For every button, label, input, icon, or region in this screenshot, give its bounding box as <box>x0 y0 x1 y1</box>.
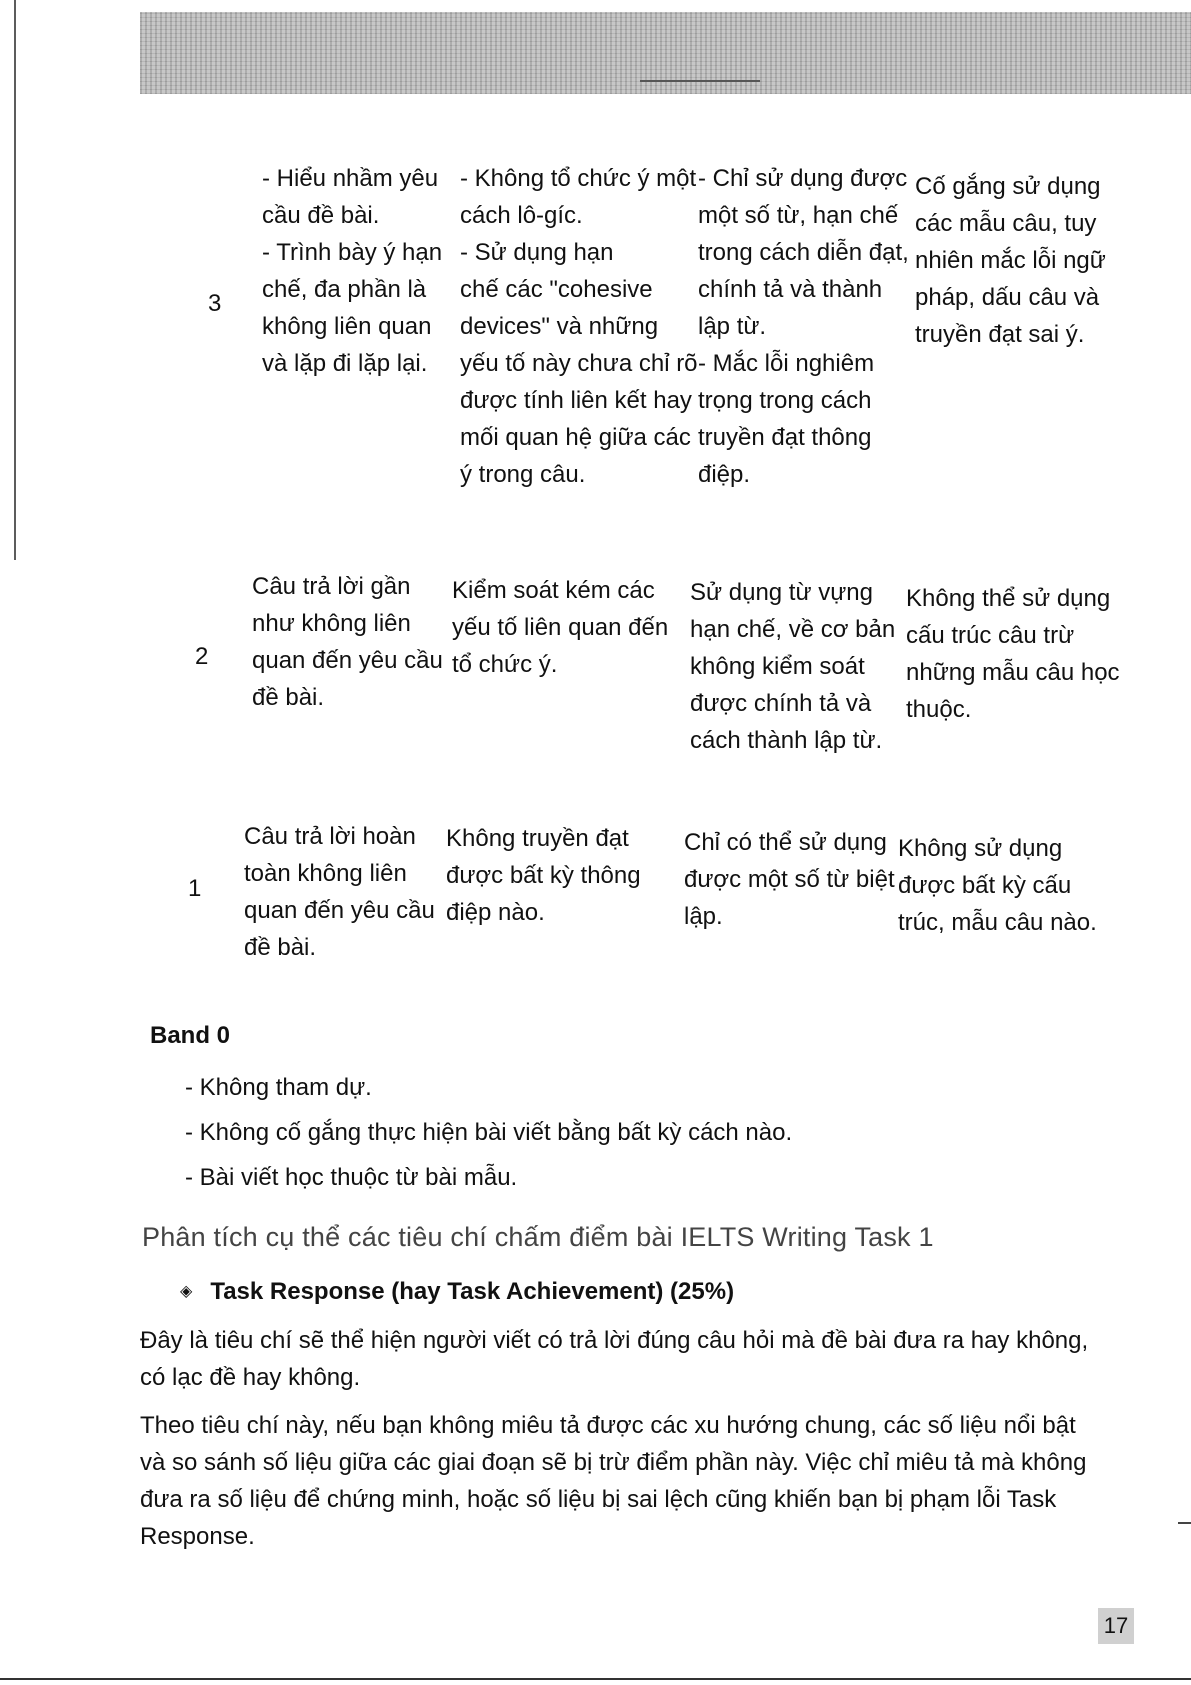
text-line: - Sử dụng hạn <box>460 239 614 266</box>
text-line: lập. <box>684 903 723 930</box>
text-line: không liên quan <box>262 313 432 340</box>
text-line: cầu đề bài. <box>262 202 380 229</box>
paragraph: Đây là tiêu chí sẽ thể hiện người viết có trả lời đúng câu hỏi mà đề bài đưa ra hay không, có lạc đề hay không. <box>140 1327 1089 1391</box>
text-line: truyền đạt thông <box>698 424 872 451</box>
band3-task-response <box>262 160 442 382</box>
text-line: toàn không liên <box>244 860 407 887</box>
text-line: chính tả và thành <box>698 276 883 303</box>
band3-coherence <box>460 160 698 493</box>
text-line: quan đến yêu cầu <box>244 897 435 924</box>
text-line: pháp, dấu câu và <box>915 284 1100 311</box>
band1-grammar <box>898 830 1097 941</box>
text-line: cách lô-gíc. <box>460 202 583 229</box>
text-line: - Chỉ sử dụng được <box>698 165 908 192</box>
page-number: 17 <box>1098 1608 1134 1644</box>
page-edge-mark <box>14 0 16 560</box>
text-line: trọng trong cách <box>698 387 872 414</box>
criterion-heading <box>180 1278 734 1306</box>
band1-coherence <box>446 820 641 931</box>
text-line: điệp nào. <box>446 899 545 926</box>
text-line: mối quan hệ giữa các <box>460 424 691 451</box>
page-bottom-edge <box>0 1678 1191 1680</box>
text-line: lập từ. <box>698 313 767 340</box>
text-line: Cố gắng sử dụng <box>915 173 1101 200</box>
text-line: những mẫu câu học <box>906 659 1120 686</box>
band3-grammar <box>915 168 1106 353</box>
text-line: tổ chức ý. <box>452 651 558 678</box>
text-line: được chính tả và <box>690 690 872 717</box>
diamond-bullet-icon: ◈ <box>180 1283 193 1300</box>
text-line: được bất kỳ thông <box>446 862 641 889</box>
paragraph: Theo tiêu chí này, nếu bạn không miêu tả được các xu hướng chung, các số liệu nổi bật và so sánh số liệu giữa các giai đoạn sẽ bị trừ điểm phần này. Việc chỉ miêu tả mà không đưa ra số liệu để chứng minh, hoặc số liệu bị sai lệch cũng khiến bạn bị phạm lỗi Task Response. <box>140 1412 1087 1550</box>
text-line: điệp. <box>698 461 751 488</box>
band0-list <box>185 1065 792 1200</box>
band3-lexical <box>698 160 909 493</box>
text-line: thuộc. <box>906 696 972 723</box>
text-line: và lặp đi lặp lại. <box>262 350 428 377</box>
text-line: Câu trả lời gần <box>252 573 411 600</box>
text-line: Không truyền đạt <box>446 825 629 852</box>
text-line: như không liên <box>252 610 411 637</box>
text-line: trúc, mẫu câu nào. <box>898 909 1097 936</box>
band-number-2: 2 <box>195 643 209 670</box>
text-line: được một số từ biệt <box>684 866 895 893</box>
text-line: Không thể sử dụng <box>906 585 1111 612</box>
list-item: - Không tham dự. <box>185 1074 372 1101</box>
text-line: Câu trả lời hoàn <box>244 823 416 850</box>
text-line: ý trong câu. <box>460 461 586 488</box>
band1-lexical <box>684 824 895 935</box>
list-item: - Không cố gắng thực hiện bài viết bằng bất kỳ cách nào. <box>185 1119 793 1146</box>
text-line: cấu trúc câu trừ <box>906 622 1075 649</box>
band-number-1: 1 <box>188 875 202 902</box>
text-line: nhiên mắc lỗi ngữ <box>915 247 1106 274</box>
band0-title: Band 0 <box>150 1022 231 1049</box>
text-line: Không sử dụng <box>898 835 1063 862</box>
text-line: các mẫu câu, tuy <box>915 210 1097 237</box>
text-line: truyền đạt sai ý. <box>915 321 1085 348</box>
band2-lexical <box>690 574 895 759</box>
text-line: một số từ, hạn chế <box>698 202 899 229</box>
text-line: chế, đa phần là <box>262 276 427 303</box>
text-line: hạn chế, về cơ bản <box>690 616 896 643</box>
text-line: - Mắc lỗi nghiêm <box>698 350 875 377</box>
band2-coherence <box>452 572 668 683</box>
text-line: đề bài. <box>252 684 325 711</box>
header-underline <box>640 80 760 82</box>
text-line: devices" và những <box>460 313 659 340</box>
text-line: không kiểm soát <box>690 653 865 680</box>
text-line: - Hiểu nhầm yêu <box>262 165 439 192</box>
text-line: đề bài. <box>244 934 317 961</box>
band2-grammar <box>906 580 1120 728</box>
text-line: được bất kỳ cấu <box>898 872 1072 899</box>
text-line: Chỉ có thể sử dụng <box>684 829 887 856</box>
text-line: chế các "cohesive <box>460 276 653 303</box>
band2-task-response <box>252 568 443 716</box>
band-number-3: 3 <box>208 290 222 317</box>
list-item: - Bài viết học thuộc từ bài mẫu. <box>185 1164 518 1191</box>
margin-mark <box>1178 1522 1191 1524</box>
text-line: cách thành lập từ. <box>690 727 883 754</box>
text-line: quan đến yêu cầu <box>252 647 443 674</box>
text-line: yếu tố liên quan đến <box>452 614 669 641</box>
text-line: trong cách diễn đạt, <box>698 239 909 266</box>
text-line: Kiểm soát kém các <box>452 577 655 604</box>
band1-task-response <box>244 818 435 966</box>
text-line: - Không tổ chức ý một <box>460 165 697 192</box>
text-line: được tính liên kết hay <box>460 387 692 414</box>
text-line: Sử dụng từ vựng <box>690 579 873 606</box>
criterion-label: Task Response (hay Task Achievement) (25%) <box>210 1278 735 1305</box>
text-line: yếu tố này chưa chỉ rõ <box>460 350 698 377</box>
text-line: - Trình bày ý hạn <box>262 239 443 266</box>
section-heading: Phân tích cụ thể các tiêu chí chấm điểm bài IELTS Writing Task 1 <box>142 1222 934 1252</box>
